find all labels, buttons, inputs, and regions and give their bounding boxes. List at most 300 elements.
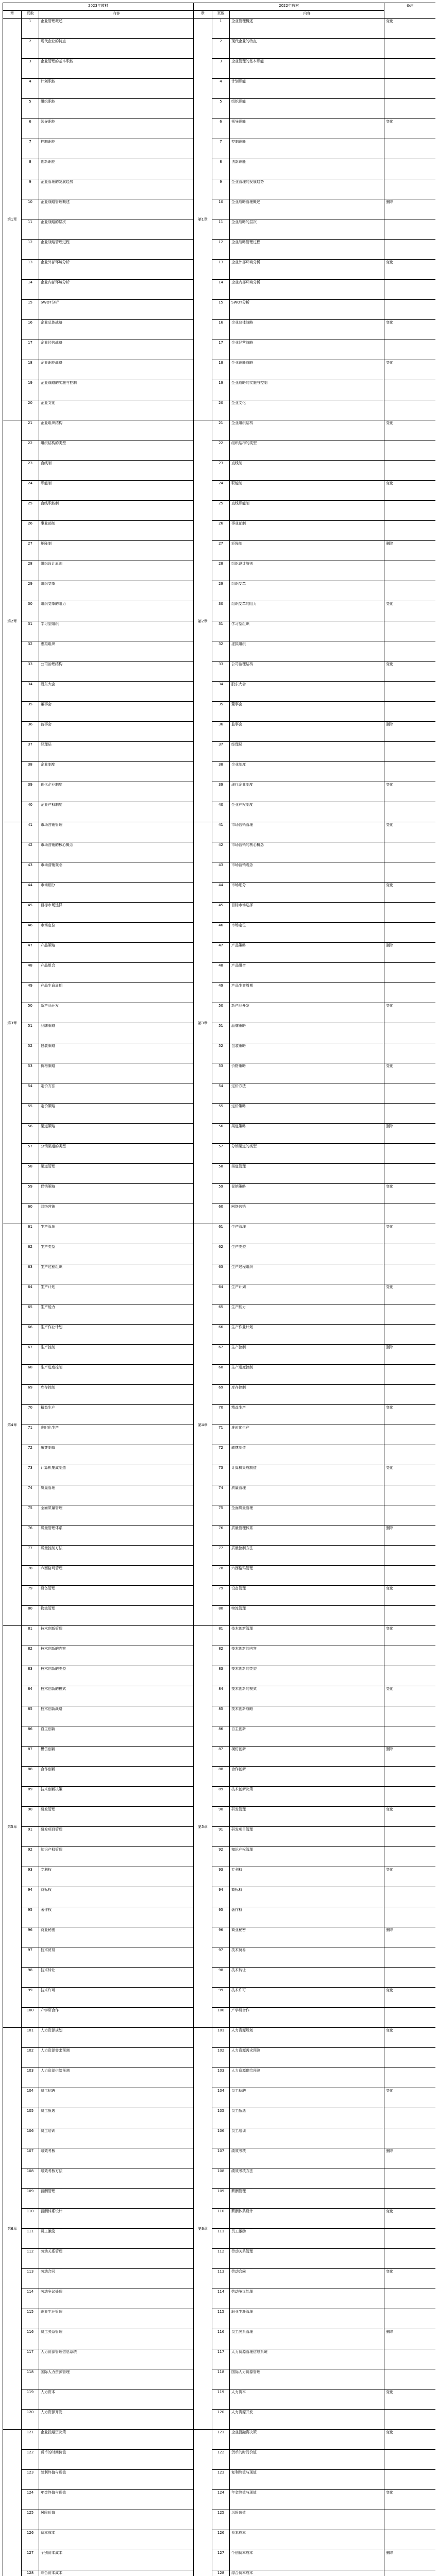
old-page-cell: 119 [22,2389,39,2410]
table-row [3,119,436,139]
table-row [3,99,436,119]
new-content-cell: 精益生产 [230,1405,384,1425]
old-content-cell: 组织变革 [39,581,194,601]
note-cell [384,1968,435,1988]
table-row [3,2249,436,2269]
old-page-cell: 17 [22,340,39,360]
new-content-cell: 目标市场选择 [230,903,384,923]
table-row [3,862,436,883]
old-page-cell: 66 [22,1325,39,1345]
new-content-cell: 经理层 [230,742,384,762]
new-content-cell: 企业制度 [230,762,384,782]
note-cell [384,79,435,99]
table-row [3,742,436,762]
table-row [3,199,436,219]
old-content-cell: 市场定位 [39,923,194,943]
new-content-cell: 企业战略管理过程 [230,240,384,260]
table-row [3,521,436,541]
new-content-cell: 研发管理 [230,1807,384,1827]
old-content-cell: 绩效考核 [39,2148,194,2168]
new-chapter-cell: 第2章 [194,420,212,822]
old-page-cell: 109 [22,2189,39,2209]
table-row [3,802,436,822]
new-page-cell: 5 [212,99,230,119]
new-content-cell: 直线职能制 [230,501,384,521]
table-row [3,400,436,420]
note-cell [384,742,435,762]
old-content-cell: 目标市场选择 [39,903,194,923]
new-page-cell: 90 [212,1807,230,1827]
old-page-cell: 120 [22,2410,39,2430]
new-content-cell: 国际人力资源管理 [230,2369,384,2389]
old-page-cell: 76 [22,1526,39,1546]
new-content-cell: 企业战略的实施与控制 [230,380,384,400]
new-page-cell: 45 [212,903,230,923]
new-page-cell: 10 [212,199,230,219]
new-page-cell: 54 [212,1083,230,1104]
new-content-cell: 组织变革 [230,581,384,601]
note-cell [384,621,435,641]
table-row [3,1485,436,1505]
new-page-cell: 88 [212,1767,230,1787]
old-page-cell: 101 [22,2028,39,2048]
note-cell [384,179,435,199]
table-row [3,923,436,943]
table-row [3,702,436,722]
new-content-cell: 专利权 [230,1867,384,1887]
old-page-cell: 28 [22,561,39,581]
table-row [3,2189,436,2209]
table-row [3,179,436,199]
new-content-cell: 组织职能 [230,99,384,119]
table-row [3,983,436,1003]
old-content-cell: 商业秘密 [39,1927,194,1947]
table-row [3,1726,436,1747]
table-row [3,139,436,159]
old-content-cell: 企业战略的实施与控制 [39,380,194,400]
new-page-cell: 63 [212,1264,230,1284]
new-page-cell: 64 [212,1284,230,1304]
note-cell: 变化 [384,662,435,682]
note-cell: 变化 [384,1867,435,1887]
old-content-cell: 创新职能 [39,159,194,179]
new-page-cell: 128 [212,2570,230,2576]
old-page-cell: 24 [22,481,39,501]
old-page-cell: 100 [22,2008,39,2028]
table-row [3,360,436,380]
note-cell: 变化 [384,2088,435,2108]
table-row [3,2008,436,2028]
note-cell [384,380,435,400]
old-page-cell: 128 [22,2570,39,2576]
note-cell: 删除 [384,2329,435,2349]
new-content-cell: 技术贸易 [230,1947,384,1968]
old-page-cell: 36 [22,722,39,742]
new-page-cell: 78 [212,1566,230,1586]
table-row [3,1144,436,1164]
table-row [3,1083,436,1104]
old-content-cell: 劳动合同 [39,2269,194,2289]
table-row [3,722,436,742]
new-page-cell: 25 [212,501,230,521]
old-content-cell: 六西格玛管理 [39,1566,194,1586]
old-content-cell: 技术创新的类型 [39,1666,194,1686]
new-page-cell: 113 [212,2269,230,2289]
table-row [3,1827,436,1847]
note-cell [384,1546,435,1566]
new-page-cell: 65 [212,1304,230,1325]
note-cell [384,1104,435,1124]
table-row [3,1586,436,1606]
new-page-cell: 11 [212,219,230,240]
old-page-cell: 30 [22,601,39,621]
new-page-cell: 2 [212,39,230,59]
new-content-cell: 全面质量管理 [230,1505,384,1526]
old-page-cell: 63 [22,1264,39,1284]
note-cell: 变化 [384,1405,435,1425]
new-page-cell: 92 [212,1847,230,1867]
new-page-cell: 73 [212,1465,230,1485]
new-content-cell: 六西格玛管理 [230,1566,384,1586]
old-content-cell: 国际人力资源管理 [39,2369,194,2389]
table-row [3,762,436,782]
old-content-cell: 企业职能战略 [39,360,194,380]
new-content-cell: 股东大会 [230,682,384,702]
note-cell [384,802,435,822]
old-content-cell: 资本成本 [39,2530,194,2550]
new-page-cell: 83 [212,1666,230,1686]
table-row [3,2168,436,2189]
note-cell [384,1606,435,1626]
table-row [3,883,436,903]
new-content-cell: 知识产权管理 [230,1847,384,1867]
new-page-cell: 75 [212,1505,230,1526]
note-cell [384,1726,435,1747]
new-content-cell: 矩阵制 [230,541,384,561]
old-page-cell: 2 [22,39,39,59]
old-content-cell: 技术创新战略 [39,1706,194,1726]
table-row [3,1807,436,1827]
table-row [3,561,436,581]
new-page-cell: 24 [212,481,230,501]
comparison-document [3,3,435,2576]
new-content-cell: 渠道策略 [230,1124,384,1144]
new-content-cell: 新产品开发 [230,1003,384,1023]
note-cell [384,641,435,662]
table-row [3,662,436,682]
new-page-cell: 67 [212,1345,230,1365]
table-row [3,1284,436,1304]
old-content-cell: 综合资本成本 [39,2570,194,2576]
new-content-cell: 公司治理结构 [230,662,384,682]
table-row [3,1104,436,1124]
new-page-cell: 106 [212,2128,230,2148]
header-group-old: 2023年教材 [3,3,194,11]
new-content-cell: 定价方法 [230,1083,384,1104]
note-cell [384,1827,435,1847]
old-page-cell: 88 [22,1767,39,1787]
old-content-cell: 组织设计原则 [39,561,194,581]
old-content-cell: 品牌策略 [39,1023,194,1043]
note-cell [384,59,435,79]
new-page-cell: 47 [212,943,230,963]
old-content-cell: 专利权 [39,1867,194,1887]
old-page-cell: 67 [22,1345,39,1365]
new-page-cell: 44 [212,883,230,903]
new-content-cell: 研发项目管理 [230,1827,384,1847]
table-row [3,59,436,79]
old-content-cell: 企业管理概述 [39,19,194,39]
new-content-cell: 员工甄选 [230,2108,384,2128]
old-content-cell: 企业投融资决策 [39,2430,194,2450]
table-row [3,1184,436,1204]
old-content-cell: 企业经营战略 [39,340,194,360]
new-chapter-cell: 第5章 [194,1626,212,2028]
new-chapter-cell: 第3章 [194,822,212,1224]
new-page-cell: 30 [212,601,230,621]
note-cell [384,521,435,541]
table-row [3,481,436,501]
old-page-cell: 115 [22,2309,39,2329]
new-content-cell: 人力资源需求预测 [230,2048,384,2068]
new-page-cell: 6 [212,119,230,139]
table-row [3,601,436,621]
new-content-cell: 生产能力 [230,1304,384,1325]
new-page-cell: 118 [212,2369,230,2389]
table-row [3,2510,436,2530]
old-page-cell: 21 [22,420,39,440]
new-page-cell: 105 [212,2108,230,2128]
note-cell [384,1304,435,1325]
new-page-cell: 70 [212,1405,230,1425]
table-row [3,2369,436,2389]
old-content-cell: 事业部制 [39,521,194,541]
note-cell [384,1043,435,1063]
note-cell [384,2128,435,2148]
note-cell: 变化 [384,119,435,139]
table-row [3,19,436,39]
old-page-cell: 41 [22,822,39,842]
old-page-cell: 12 [22,240,39,260]
note-cell [384,2048,435,2068]
new-content-cell: 绩效考核 [230,2148,384,2168]
table-row [3,1164,436,1184]
new-page-cell: 125 [212,2510,230,2530]
old-page-cell: 75 [22,1505,39,1526]
old-page-cell: 105 [22,2108,39,2128]
old-page-cell: 42 [22,842,39,862]
new-page-cell: 61 [212,1224,230,1244]
table-row [3,1988,436,2008]
note-cell: 变化 [384,2028,435,2048]
old-content-cell: 学习型组织 [39,621,194,641]
new-page-cell: 50 [212,1003,230,1023]
old-page-cell: 37 [22,742,39,762]
note-cell: 变化 [384,481,435,501]
new-content-cell: 产品策略 [230,943,384,963]
table-row [3,2550,436,2570]
note-cell: 变化 [384,1284,435,1304]
note-cell [384,762,435,782]
old-page-cell: 50 [22,1003,39,1023]
old-page-cell: 20 [22,400,39,420]
new-content-cell: 技术创新决策 [230,1787,384,1807]
old-page-cell: 60 [22,1204,39,1224]
old-content-cell: 产品生命周期 [39,983,194,1003]
old-content-cell: 价格策略 [39,1063,194,1083]
table-row [3,1063,436,1083]
new-content-cell: 分销渠道的类型 [230,1144,384,1164]
old-page-cell: 38 [22,762,39,782]
old-content-cell: 企业组织结构 [39,420,194,440]
new-content-cell: 复利终值与现值 [230,2470,384,2490]
new-content-cell: 职业生涯管理 [230,2309,384,2329]
table-row [3,300,436,320]
note-cell: 变化 [384,1465,435,1485]
old-content-cell: 定价方法 [39,1083,194,1104]
old-content-cell: 企业制度 [39,762,194,782]
old-page-cell: 49 [22,983,39,1003]
table-row [3,2410,436,2430]
header-row-groups [3,3,436,11]
old-content-cell: 组织职能 [39,99,194,119]
old-page-cell: 95 [22,1907,39,1927]
note-cell [384,240,435,260]
new-content-cell: 包装策略 [230,1043,384,1063]
note-cell [384,1264,435,1284]
new-content-cell: 技术创新管理 [230,1626,384,1646]
old-content-cell: 员工招聘 [39,2088,194,2108]
new-content-cell: 薪酬管理 [230,2189,384,2209]
old-page-cell: 77 [22,1546,39,1566]
old-page-cell: 97 [22,1947,39,1968]
old-page-cell: 93 [22,1867,39,1887]
note-cell: 变化 [384,320,435,340]
note-cell [384,2410,435,2430]
table-row [3,2128,436,2148]
old-content-cell: 职能制 [39,481,194,501]
new-content-cell: 自主创新 [230,1726,384,1747]
old-content-cell: 现代企业的特点 [39,39,194,59]
old-content-cell: 产品策略 [39,943,194,963]
table-row [3,1947,436,1968]
new-page-cell: 52 [212,1043,230,1063]
note-cell: 变化 [384,1988,435,2008]
old-content-cell: 劳动争议处理 [39,2289,194,2309]
table-row [3,1787,436,1807]
new-page-cell: 79 [212,1586,230,1606]
note-cell [384,1566,435,1586]
old-content-cell: 网络营销 [39,1204,194,1224]
old-page-cell: 83 [22,1666,39,1686]
table-row [3,1204,436,1224]
header-old-chapter: 章 [3,11,22,19]
note-cell [384,219,435,240]
old-content-cell: 人力资源规划 [39,2028,194,2048]
new-page-cell: 13 [212,260,230,280]
new-content-cell: 货币的时间价值 [230,2450,384,2470]
old-content-cell: 质量管理体系 [39,1526,194,1546]
old-page-cell: 78 [22,1566,39,1586]
new-content-cell: 敏捷制造 [230,1445,384,1465]
note-cell: 删除 [384,2148,435,2168]
old-content-cell: 人力资源需求预测 [39,2048,194,2068]
new-page-cell: 7 [212,139,230,159]
table-row [3,1646,436,1666]
new-page-cell: 112 [212,2249,230,2269]
new-page-cell: 14 [212,280,230,300]
old-content-cell: 包装策略 [39,1043,194,1063]
note-cell [384,682,435,702]
note-cell [384,461,435,481]
old-page-cell: 48 [22,963,39,983]
old-page-cell: 33 [22,662,39,682]
note-cell: 变化 [384,1063,435,1083]
old-content-cell: 股东大会 [39,682,194,702]
new-chapter-cell: 第4章 [194,1224,212,1626]
note-cell [384,1847,435,1867]
table-row [3,2269,436,2289]
old-page-cell: 51 [22,1023,39,1043]
new-content-cell: 绩效考核方法 [230,2168,384,2189]
old-content-cell: 企业战略的层次 [39,219,194,240]
new-page-cell: 66 [212,1325,230,1345]
table-row [3,159,436,179]
table-row [3,280,436,300]
new-page-cell: 94 [212,1887,230,1907]
note-cell [384,1365,435,1385]
old-content-cell: 技术创新决策 [39,1787,194,1807]
old-page-cell: 61 [22,1224,39,1244]
old-page-cell: 104 [22,2088,39,2108]
old-content-cell: 市场营销管理 [39,822,194,842]
new-chapter-cell [194,2430,212,2576]
new-page-cell: 72 [212,1445,230,1465]
note-cell [384,1425,435,1445]
old-chapter-cell: 第5章 [3,1626,22,2028]
old-content-cell: 产品组合 [39,963,194,983]
new-page-cell: 33 [212,662,230,682]
new-page-cell: 1 [212,19,230,39]
new-page-cell: 21 [212,420,230,440]
old-content-cell: 企业内部环境分析 [39,280,194,300]
new-page-cell: 103 [212,2068,230,2088]
table-row [3,1606,436,1626]
note-cell [384,2229,435,2249]
note-cell [384,501,435,521]
note-cell [384,2470,435,2490]
old-page-cell: 92 [22,1847,39,1867]
table-row [3,1365,436,1385]
note-cell: 删除 [384,943,435,963]
new-content-cell: 技术创新的模式 [230,1686,384,1706]
new-page-cell: 46 [212,923,230,943]
new-content-cell: 企业战略管理概述 [230,199,384,219]
table-row [3,1546,436,1566]
new-page-cell: 60 [212,1204,230,1224]
note-cell [384,2510,435,2530]
old-page-cell: 91 [22,1827,39,1847]
old-chapter-cell: 第2章 [3,420,22,822]
old-content-cell: 企业管理的发展趋势 [39,179,194,199]
old-content-cell: 员工培训 [39,2128,194,2148]
new-content-cell: 技术创新战略 [230,1706,384,1726]
table-row [3,219,436,240]
note-cell [384,702,435,722]
table-row [3,1566,436,1586]
new-page-cell: 100 [212,2008,230,2028]
table-row [3,2148,436,2168]
